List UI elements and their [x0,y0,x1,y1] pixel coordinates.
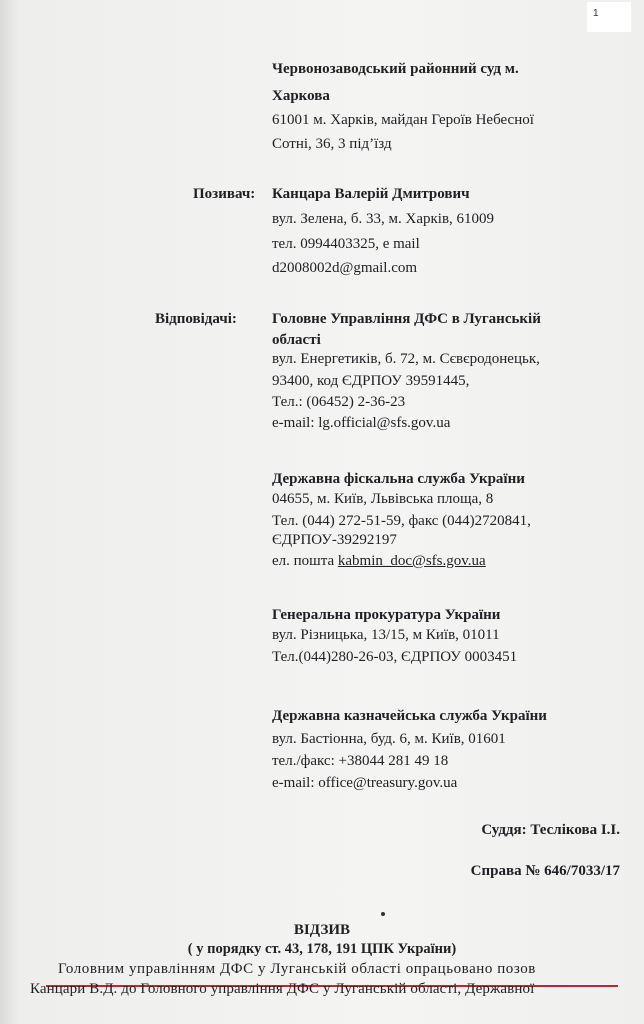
ink-dot [381,912,385,916]
defendant-3-line1: вул. Різницька, 13/15, м Київ, 01011 [272,627,500,643]
defendant-2-email-prefix: ел. пошта [272,553,338,569]
defendant-1-name-line1: Головне Управління ДФС в Луганській [272,311,541,327]
defendant-4-line1: вул. Бастіонна, буд. 6, м. Київ, 01601 [272,731,506,747]
plaintiff-phone: тел. 0994403325, e mail [272,236,420,252]
defendant-4-line2: тел./факс: +38044 281 49 18 [272,753,449,769]
defendant-2-line3: ЄДРПОУ-39292197 [272,532,397,548]
defendant-3-line2: Тел.(044)280-26-03, ЄДРПОУ 0003451 [272,649,518,665]
defendant-1-name-line2: області [272,332,321,348]
defendant-1-line4: e-mail: lg.official@sfs.gov.ua [272,415,451,431]
court-address-line2: Сотні, 36, 3 під’їзд [272,136,392,152]
defendant-2-name: Державна фіскальна служба України [272,471,525,487]
defendant-3-name: Генеральна прокуратура України [272,607,501,623]
defendant-1-line1: вул. Енергетиків, б. 72, м. Сєвєродонецьк, [272,351,540,367]
document-title: ВІДЗИВ [293,922,351,938]
defendant-2-email-link[interactable]: kabmin_doc@sfs.gov.ua [337,553,486,569]
plaintiff-name: Канцара Валерій Дмитрович [272,186,470,202]
defendant-4-line3: e-mail: office@treasury.gov.ua [272,775,458,791]
defendant-2-line2: Тел. (044) 272-51-59, факс (044)2720841, [272,513,531,529]
plaintiff-label: Позивач: [193,186,256,202]
plaintiff-email: d2008002d@gmail.com [272,260,418,276]
defendant-4-name: Державна казначейська служба України [272,708,547,724]
judge-name: Суддя: Теслікова І.І. [481,822,620,838]
defendant-2-line1: 04655, м. Київ, Львівська площа, 8 [272,491,494,507]
court-address-line1: 61001 м. Харків, майдан Героїв Небесної [272,112,534,128]
defendant-1-line2: 93400, код ЄДРПОУ 39591445, [272,373,470,389]
body-line-2: Канцари В.Д. до Головного управління ДФС у Луганській області, Державної [30,981,535,997]
page-number: 1 [587,2,631,32]
defendants-label: Відповідачі: [155,311,237,327]
court-name-line1: Червонозаводський районний суд м. [272,61,519,77]
case-number: Справа № 646/7033/17 [470,863,620,879]
court-name-line2: Харкова [272,88,330,104]
body-line-1: Головним управлінням ДФС у Луганській області опрацьовано позов [58,961,536,977]
defendant-2-email-line [272,552,486,570]
document-subtitle: ( у порядку ст. 43, 178, 191 ЦПК України) [187,941,457,957]
plaintiff-address: вул. Зелена, б. 33, м. Харків, 61009 [272,211,495,227]
defendant-1-line3: Тел.: (06452) 2-36-23 [272,394,406,410]
